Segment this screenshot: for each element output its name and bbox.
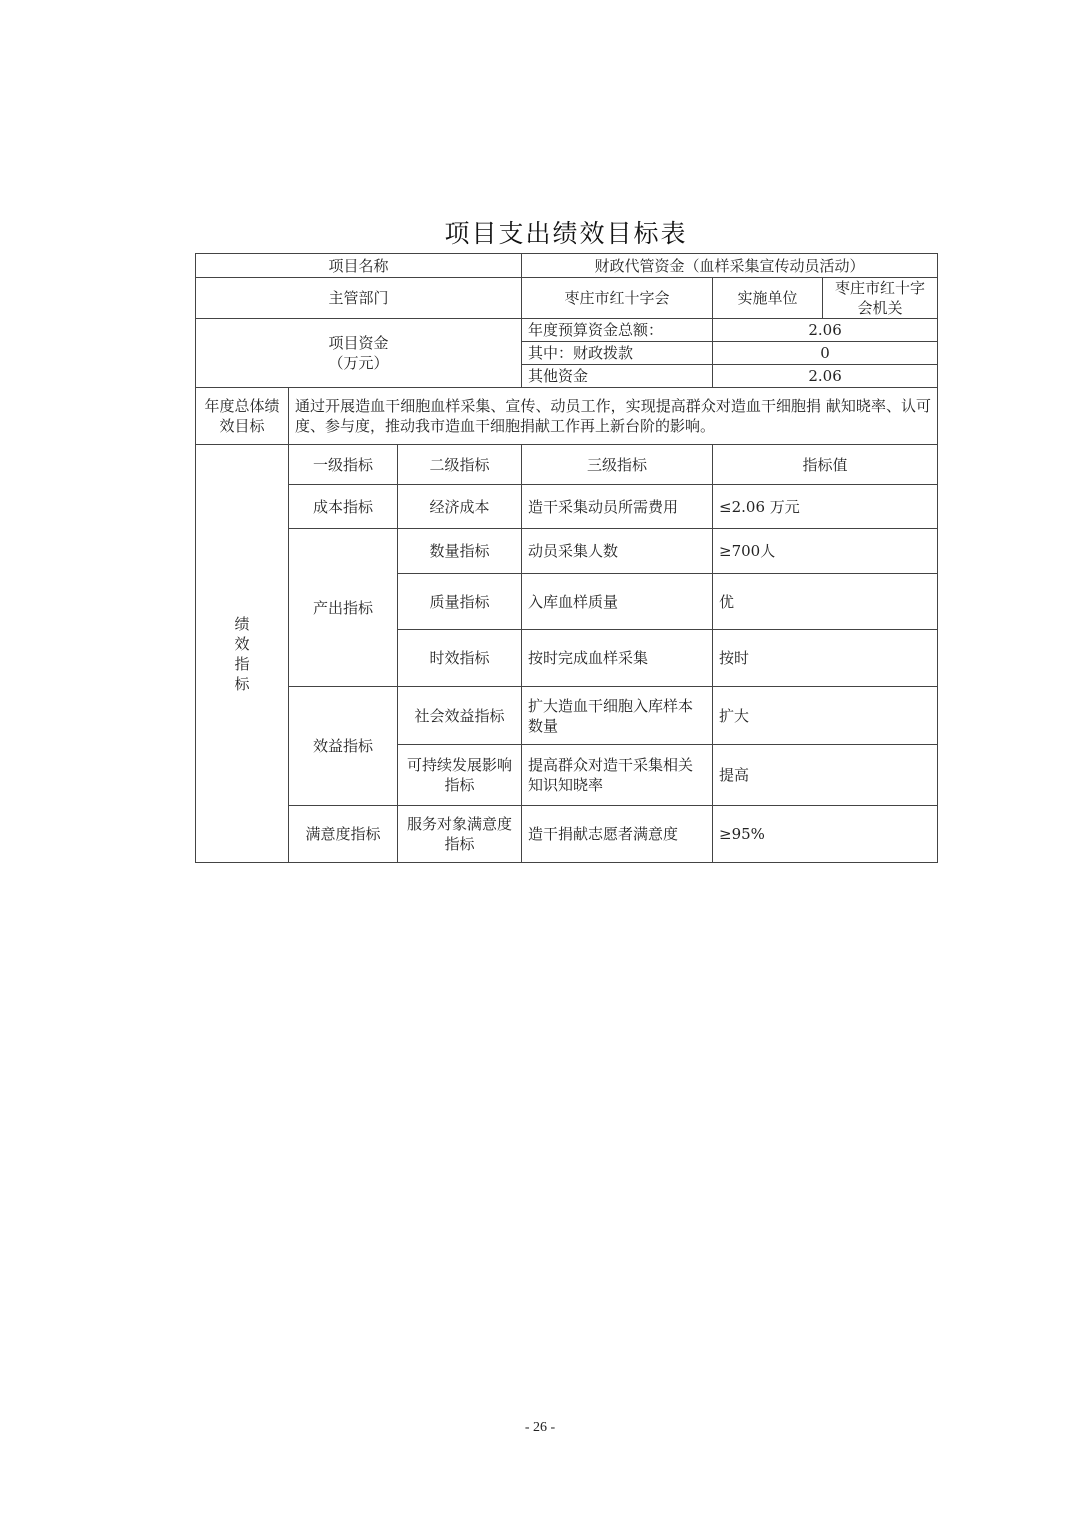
level3-cell: 提高群众对造干采集相关知识知晓率 <box>522 745 713 806</box>
indicator-section-label <box>196 445 289 863</box>
goal-label: 年度总体绩效目标 <box>196 388 289 445</box>
fund-label-cell <box>196 319 522 388</box>
impl-label: 实施单位 <box>713 278 823 319</box>
level3-cell: 造干捐献志愿者满意度 <box>522 806 713 863</box>
level1-satisfaction: 满意度指标 <box>289 806 398 863</box>
performance-target-table <box>195 253 938 863</box>
indicator-section-text: 绩效指标 <box>234 614 250 693</box>
page-title: 项目支出绩效目标表 <box>444 219 688 248</box>
fund-label: 项目资金 <box>328 334 389 352</box>
header-level3: 三级指标 <box>522 445 713 485</box>
page-number: - 26 - <box>524 1420 556 1435</box>
project-name-value: 财政代管资金（血样采集宣传动员活动） <box>522 254 938 278</box>
level2-cell: 数量指标 <box>398 529 522 574</box>
indicator-value: 优 <box>713 574 938 630</box>
level3-cell: 扩大造血干细胞入库样本数量 <box>522 687 713 745</box>
fund-row-label: 年度预算资金总额： <box>522 319 713 342</box>
level3-cell: 造干采集动员所需费用 <box>522 485 713 529</box>
level2-cell: 时效指标 <box>398 630 522 687</box>
level3-cell: 入库血样质量 <box>522 574 713 630</box>
level1-benefit: 效益指标 <box>289 687 398 806</box>
level3-cell: 按时完成血样采集 <box>522 630 713 687</box>
level1-cost: 成本指标 <box>289 485 398 529</box>
level1-output: 产出指标 <box>289 529 398 687</box>
project-name-label: 项目名称 <box>196 254 522 278</box>
indicator-value: 按时 <box>713 630 938 687</box>
level2-cell: 可持续发展影响指标 <box>398 745 522 806</box>
goal-text: 通过开展造血干细胞血样采集、宣传、动员工作，实现提高群众对造血干细胞捐 献知晓率、认可度、参与度，推动我市造血干细胞捐献工作再上新台阶的影响。 <box>289 388 938 445</box>
impl-value: 枣庄市红十字会机关 <box>823 278 938 319</box>
dept-value: 枣庄市红十字会 <box>522 278 713 319</box>
header-level2: 二级指标 <box>398 445 522 485</box>
fund-row-value: 0 <box>713 342 938 365</box>
fund-row-value: 2.06 <box>713 319 938 342</box>
indicator-value: 提高 <box>713 745 938 806</box>
fund-row-label: 其他资金 <box>522 365 713 388</box>
indicator-value: 扩大 <box>713 687 938 745</box>
header-level1: 一级指标 <box>289 445 398 485</box>
level2-cell: 质量指标 <box>398 574 522 630</box>
level2-cell: 经济成本 <box>398 485 522 529</box>
indicator-value: ≤2.06 万元 <box>713 485 938 529</box>
fund-row-label: 其中：财政拨款 <box>522 342 713 365</box>
dept-label: 主管部门 <box>196 278 522 319</box>
fund-row-value: 2.06 <box>713 365 938 388</box>
fund-unit: （万元） <box>328 354 389 372</box>
level2-cell: 服务对象满意度指标 <box>398 806 522 863</box>
indicator-value: ≥700人 <box>713 529 938 574</box>
level2-cell: 社会效益指标 <box>398 687 522 745</box>
level3-cell: 动员采集人数 <box>522 529 713 574</box>
header-value: 指标值 <box>713 445 938 485</box>
indicator-value: ≥95% <box>713 806 938 863</box>
